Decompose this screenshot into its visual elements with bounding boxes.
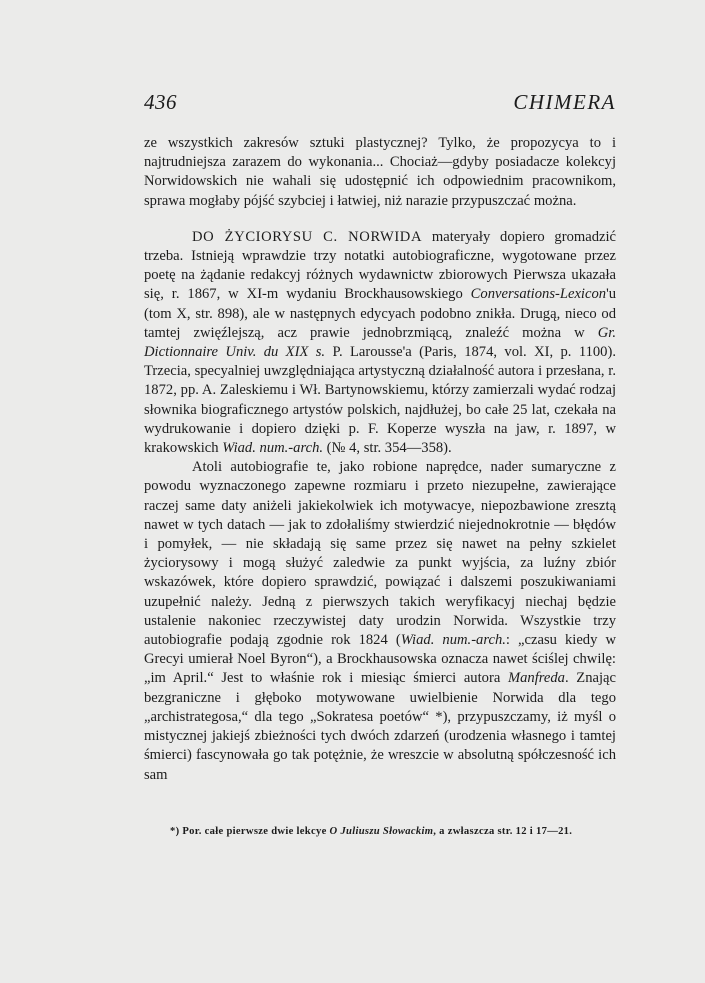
section-heading: DO ŻYCIORYSU C. NORWIDA	[192, 228, 423, 245]
title-manfred: Manfreda	[507, 670, 565, 687]
footnote-text-2: , a zwłaszcza str. 12 i 17—21.	[433, 826, 573, 837]
footnote-text-1: *) Por. całe pierwsze dwie lekcye	[170, 826, 330, 837]
page-number: 436	[144, 90, 177, 114]
title-wiad-num-arch-2: Wiad. num.-arch.	[400, 632, 506, 649]
title-conversations-lexicon: Conversations-Lexicon	[470, 286, 607, 303]
paragraph-3-text-1: Atoli autobiografie te, jako robione naprędce, nader sumaryczne z powodu wyznaczonego zapewne rozmiaru i przeto niezupełne, zawierające raczej same daty aniżeli jakiekolwiek ich motywacye, niepozbawione zresztą nawet w tych datach — jak to zdołaliśmy stwierdzić niejednokrotnie — błędów i pomyłek, — nie składają się same przez się nawet na pełny szkielet życiorysowy i mogą służyć zaledwie za punkt wyjścia, za luźny zbiór wskazówek, które dopiero sprawdzić, powiązać i dalszemi poszukiwaniami uzupełnić należy. Jedną z pierwszych takich weryfikacyj niechaj będzie ustalenie nakoniec rzeczywistej daty urodzin Norwida. Wszystkie trzy autobiografie podają zgodnie rok 1824 (	[144, 459, 616, 649]
paragraph-2-text-2: 'u (tom X, str. 898), ale w następnych edycyach podobno znikła. Drugą, nieco od tamtej zwięźlejszą, acz prawie jednobrzmiącą, znaleźć można w	[144, 286, 616, 341]
paragraph-3-text-2: : „czasu kiedy w Grecyi umierał Noel Byron“), a Brockhausowska oznacza nawet ściślej chwilę: „im April.“ Jest to właśnie rok i miesiąc śmierci autora	[144, 632, 617, 687]
paragraph-2-text-3: P. Larousse'a (Paris, 1874, vol. XI, p. 1100). Trzecia, specyalniej uwzględniająca artystyczną działalność autora i przesłana, r. 1872, pp. A. Zaleskiemu i Wł. Bartynowskiemu, którzy zamierzali wydać rodzaj słownika biograficznego artystów polskich, najdłużej, bo całe 25 lat, czekała na wydrukowanie i dopiero dzięki p. F. Koperze wyszła na jaw, r. 1897, w krakowskich	[144, 344, 616, 457]
running-title: CHIMERA	[513, 90, 616, 114]
paragraph-2-text-4: (№ 4, str. 354—358).	[323, 440, 452, 457]
page-header	[144, 90, 616, 120]
body-text	[144, 134, 616, 785]
footnote	[144, 824, 616, 840]
paragraph-1-text: ze wszystkich zakresów sztuki plastycznej? Tylko, że propozycya to i najtrudniejsza zarazem do wykonania... Chociaż—gdyby posiadacze kolekcyj Norwidowskich nie wahali się udostępnić ich odpowiednim pracownikom, sprawa mogłaby pójść szybciej i łatwiej, niż narazie przypuszczać można.	[144, 135, 616, 209]
footnote-title: O Juliuszu Słowackim	[329, 826, 434, 837]
title-dictionnaire: Gr. Dictionnaire Univ. du XIX s.	[144, 324, 616, 361]
title-wiad-num-arch: Wiad. num.-arch.	[222, 440, 324, 457]
paragraph-3-text-3: . Znając bezgraniczne i głęboko motywowane uwielbienie Norwida dla tego „archistrategosa,“ dla tego „Sokratesa poetów“ *), przypuszczamy, iż myśl o mistycznej jakiejś zbieżności tych dwóch zdarzeń (urodzenia własnego i tamtej śmierci) fascynowała go tak potężnie, że wreszcie w absolutną spółczesność ich sam	[144, 670, 616, 783]
paragraph-2-text-1: materyały dopiero gromadzić trzeba. Istnieją wprawdzie trzy notatki autobiograficzne, wygotowane przez poetę na żądanie redakcyj różnych wydawnictw zbiorowych Pierwsza ukazała się, r. 1867, w XI-m wydaniu Brockhausowskiego	[144, 228, 616, 303]
paragraph-1	[144, 134, 616, 211]
paragraph-3	[144, 458, 616, 784]
paragraph-2	[144, 228, 616, 458]
